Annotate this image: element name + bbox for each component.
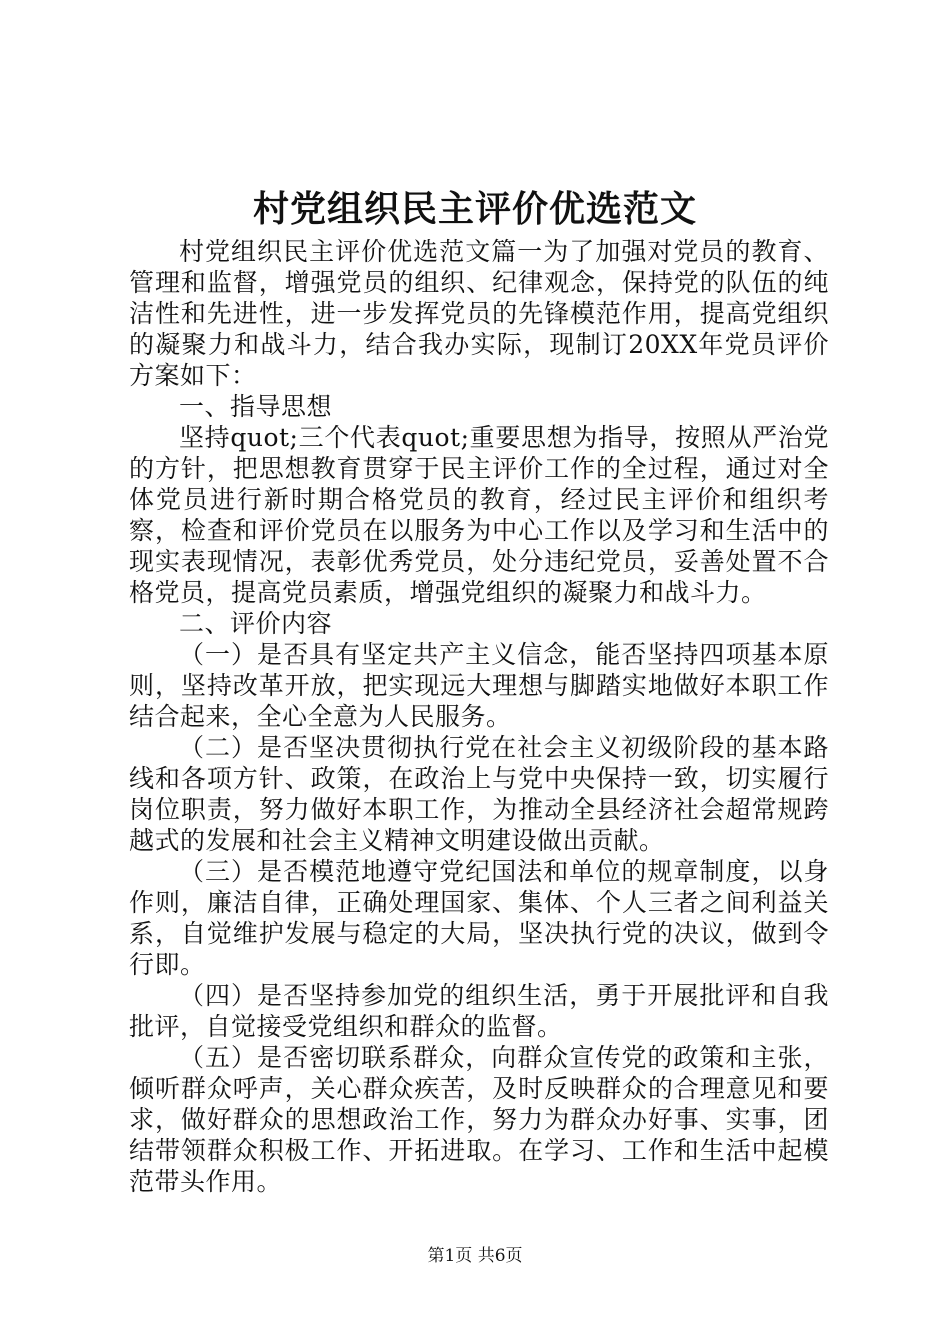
section-heading-evaluation-content: 二、评价内容 <box>179 609 333 638</box>
list-item-4: （四）是否坚持参加党的组织生活，勇于开展批评和自我批评，自觉接受党组织和群众的监督。 <box>129 981 829 1041</box>
page-title: 村党组织民主评价优选范文 <box>252 188 697 230</box>
list-item-2: （二）是否坚决贯彻执行党在社会主义初级阶段的基本路线和各项方针、政策，在政治上与党中央保持一致，切实履行岗位职责，努力做好本职工作，为推动全县经济社会超常规跨越式的发展和社会主义精神文明建设做出贡献。 <box>129 733 829 855</box>
list-item-1: （一）是否具有坚定共产主义信念，能否坚持四项基本原则，坚持改革开放，把实现远大理想与脚踏实地做好本职工作结合起来，全心全意为人民服务。 <box>129 640 829 731</box>
list-item-3: （三）是否模范地遵守党纪国法和单位的规章制度，以身作则，廉洁自律，正确处理国家、集体、个人三者之间利益关系，自觉维护发展与稳定的大局，坚决执行党的决议，做到令行即。 <box>129 857 829 979</box>
page-footer: 第1页 共6页 <box>427 1246 523 1266</box>
document-body <box>129 236 829 1197</box>
paragraph-guiding-thought: 坚持quot;三个代表quot;重要思想为指导，按照从严治党的方针，把思想教育贯穿于民主评价工作的全过程，通过对全体党员进行新时期合格党员的教育，经过民主评价和组织考察，检查和评价党员在以服务为中心工作以及学习和生活中的现实表现情况，表彰优秀党员，处分违纪党员，妥善处置不合格党员，提高党员素质，增强党组织的凝聚力和战斗力。 <box>129 423 829 607</box>
section-heading-guiding-thought: 一、指导思想 <box>179 392 333 421</box>
paragraph-intro: 村党组织民主评价优选范文篇一为了加强对党员的教育、管理和监督，增强党员的组织、纪律观念，保持党的队伍的纯洁性和先进性，进一步发挥党员的先锋模范作用，提高党组织的凝聚力和战斗力，结合我办实际，现制订20XX年党员评价方案如下： <box>129 237 829 390</box>
list-item-5: （五）是否密切联系群众，向群众宣传党的政策和主张，倾听群众呼声，关心群众疾苦，及时反映群众的合理意见和要求，做好群众的思想政治工作，努力为群众办好事、实事，团结带领群众积极工作、开拓进取。在学习、工作和生活中起模范带头作用。 <box>129 1043 829 1196</box>
